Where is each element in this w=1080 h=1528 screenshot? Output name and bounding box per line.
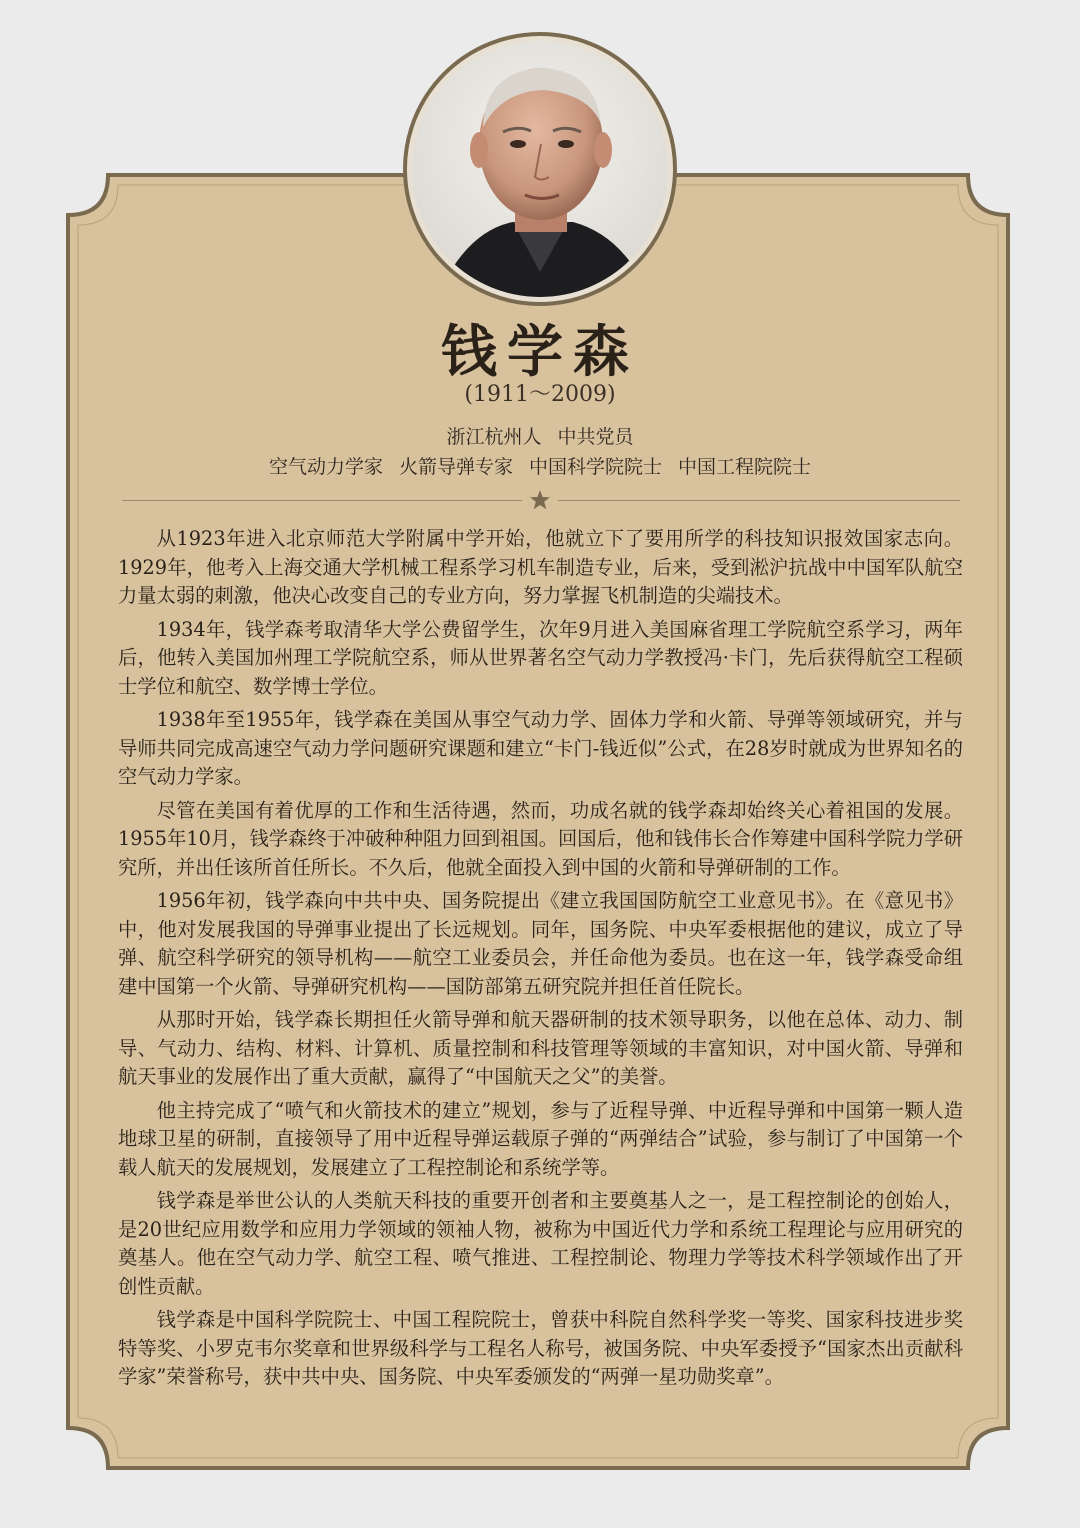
bio-paragraph: 他主持完成了“喷气和火箭技术的建立”规划，参与了近程导弹、中近程导弹和中国第一颗人造地球卫星的研制，直接领导了用中近程导弹运载原子弹的“两弹结合”试验，参与制订了中国第一个载人航天的发展规划，发展建立了工程控制论和系统学等。 — [118, 1098, 963, 1179]
bio-paragraph: 尽管在美国有着优厚的工作和生活待遇，然而，功成名就的钱学森却始终关心着祖国的发展。1955年10月，钱学森终于冲破种种阻力回到祖国。回国后，他和钱伟长合作筹建中国科学院力学研究所，并出任该所首任所长。不久后，他就全面投入到中国的火箭和导弹研制的工作。 — [118, 798, 963, 879]
title-item: 火箭导弹专家 — [398, 456, 513, 478]
bio-paragraph: 钱学森是举世公认的人类航天科技的重要开创者和主要奠基人之一，是工程控制论的创始人，是20世纪应用数学和应用力学领域的领袖人物，被称为中国近代力学和系统工程理论与应用研究的奠基人。他在空气动力学、航空工程、喷气推进、工程控制论、物理力学等技术科学领域作出了开创性贡献。 — [118, 1189, 963, 1298]
hometown-label: 浙江杭州人 — [446, 426, 542, 448]
bio-paragraph: 1934年，钱学森考取清华大学公费留学生，次年9月进入美国麻省理工学院航空系学习，两年后，他转入美国加州理工学院航空系，师从世界著名空气动力学教授冯·卡门，先后获得航空工程硕士学位和航空、数学博士学位。 — [118, 617, 963, 698]
bio-paragraph: 从那时开始，钱学森长期担任火箭导弹和航天器研制的技术领导职务，以他在总体、动力、制导、气动力、结构、材料、计算机、质量控制和科技管理等领域的丰富知识，对中国火箭、导弹和航天事业的发展作出了重大贡献，赢得了“中国航天之父”的美誉。 — [118, 1008, 963, 1088]
person-name: 钱学森 — [441, 320, 639, 385]
title-item: 空气动力学家 — [268, 456, 383, 478]
bio-paragraph: 钱学森是中国科学院院士、中国工程院院士，曾获中科院自然科学奖一等奖、国家科技进步奖特等奖、小罗克韦尔奖章和世界级科学与工程名人称号，被国务院、中央军委授予“国家杰出贡献科学家”荣誉称号，获中共中央、国务院、中央军委颁发的“两弹一星功勋奖章”。 — [118, 1308, 963, 1388]
party-label: 中共党员 — [557, 426, 634, 448]
divider-right — [558, 500, 960, 501]
bio-paragraph: 1938年至1955年，钱学森在美国从事空气动力学、固体力学和火箭、导弹等领域研究，并与导师共同完成高速空气动力学问题研究课题和建立“卡门-钱近似”公式，在28岁时就成为世界知名的空气动力学家。 — [118, 708, 963, 788]
bio-paragraph: 从1923年进入北京师范大学附属中学开始，他就立下了要用所学的科技知识报效国家志向。1929年，他考入上海交通大学机械工程系学习机车制造专业，后来，受到淞沪抗战中中国军队航空力量太弱的刺激，他决心改变自己的专业方向，努力掌握飞机制造的尖端技术。 — [118, 527, 963, 607]
portrait-photo — [403, 32, 677, 306]
life-dates: (1911～2009) — [464, 382, 616, 407]
divider-left — [122, 500, 522, 501]
title-item: 中国工程院院士 — [678, 456, 812, 478]
bio-paragraph: 1956年初，钱学森向中共中央、国务院提出《建立我国国防航空工业意见书》。在《意见书》中，他对发展我国的导弹事业提出了长远规划。同年，国务院、中央军委根据他的建议，成立了导弹、航空科学研究的领导机构——航空工业委员会，并任命他为委员。也在这一年，钱学森受命组建中国第一个火箭、导弹研究机构——国防部第五研究院并担任首任院长。 — [118, 889, 963, 998]
origin-line — [0, 423, 1080, 451]
title-item: 中国科学院院士 — [529, 456, 663, 478]
star-icon — [529, 489, 551, 511]
portrait-medallion — [403, 32, 677, 306]
titles-line — [0, 453, 1080, 481]
biography-text — [118, 525, 963, 1397]
